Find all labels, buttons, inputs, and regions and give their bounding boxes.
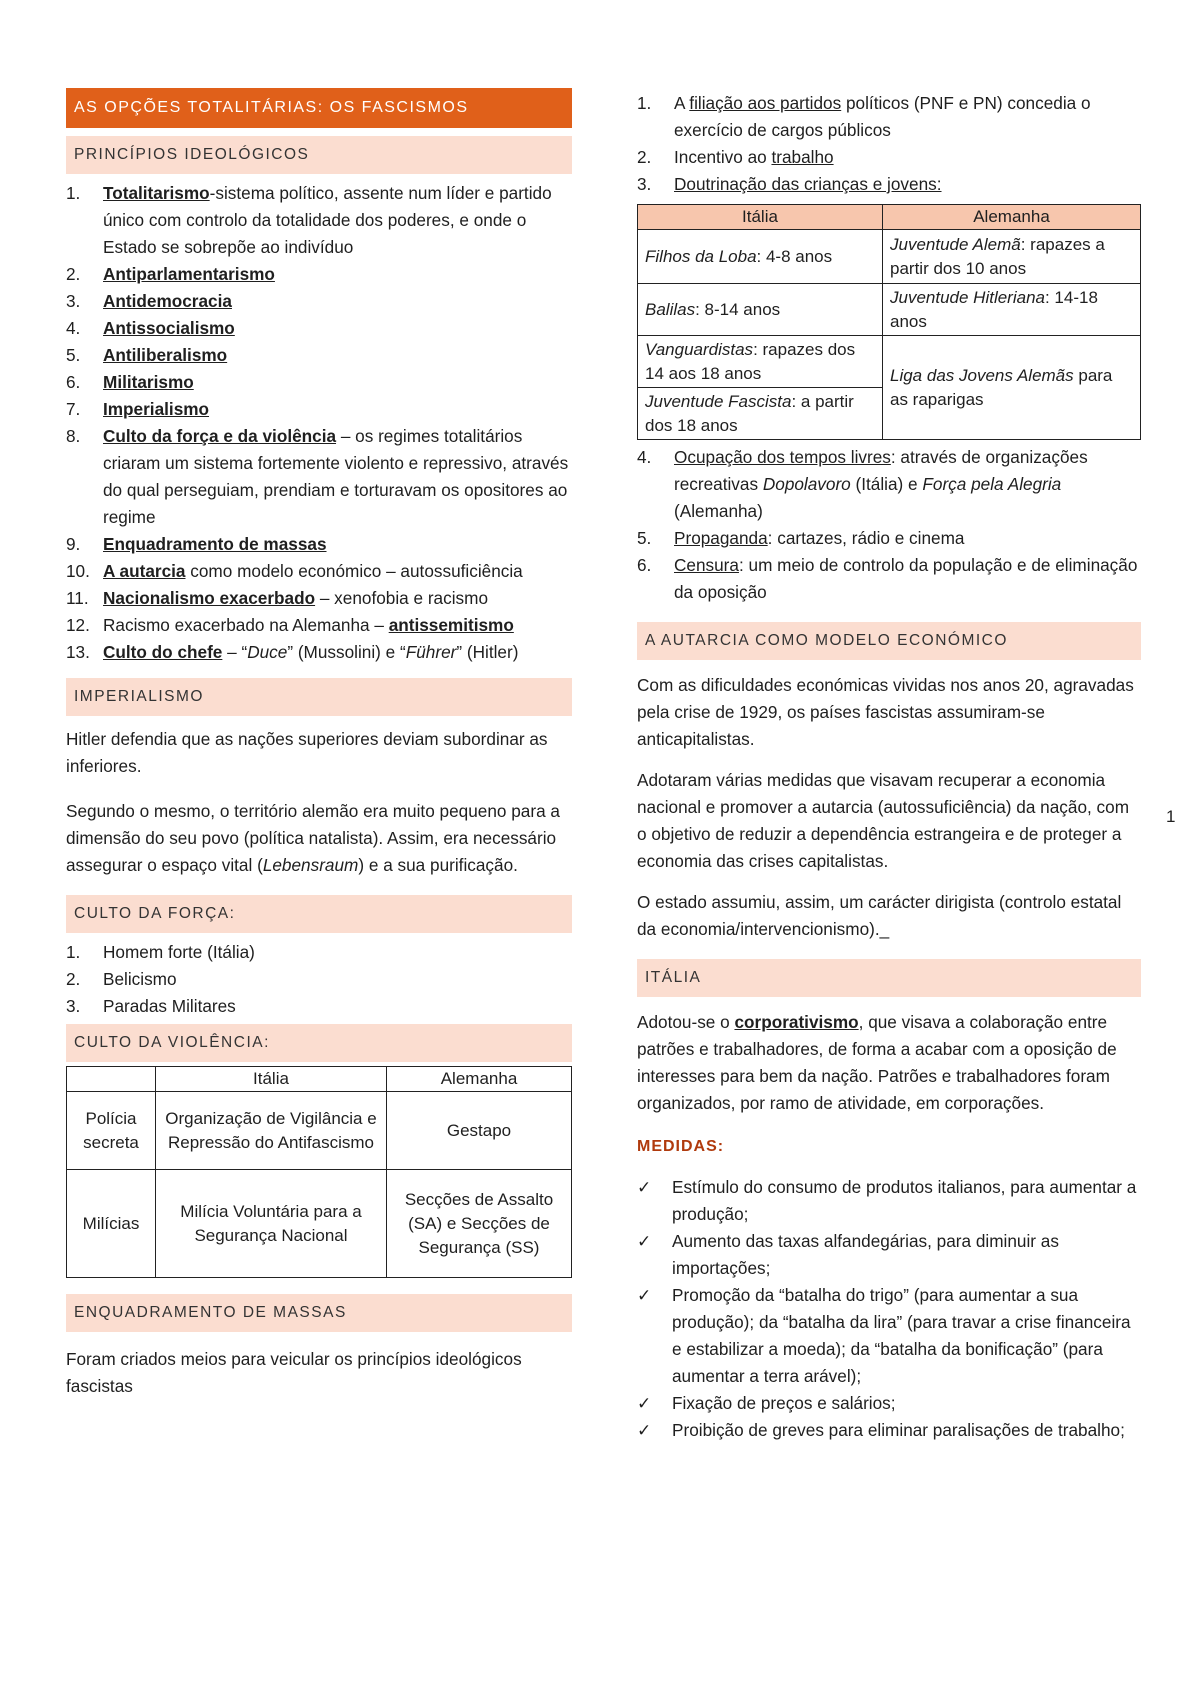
list-item bbox=[66, 612, 572, 639]
youth-organizations-table bbox=[637, 204, 1141, 440]
item-text: Racismo exacerbado na Alemanha – bbox=[103, 615, 389, 635]
table-cell bbox=[638, 336, 883, 388]
checkmark-icon: ✓ bbox=[637, 1394, 652, 1413]
org-name: Filhos da Loba bbox=[645, 246, 757, 266]
list-number: 8. bbox=[66, 426, 81, 446]
principios-list-cont bbox=[66, 612, 572, 666]
table-cell: Gestapo bbox=[387, 1092, 572, 1170]
list-item bbox=[637, 1390, 1141, 1417]
item-text: Aumento das taxas alfandegárias, para diminuir as importações; bbox=[672, 1231, 1059, 1278]
list-number: 5. bbox=[66, 345, 81, 365]
list-item bbox=[66, 261, 572, 288]
list-item bbox=[637, 1417, 1141, 1444]
list-item bbox=[637, 1174, 1141, 1228]
item-term: Antiparlamentarismo bbox=[103, 264, 275, 284]
item-term: Nacionalismo exacerbado bbox=[103, 588, 316, 608]
table-cell bbox=[883, 230, 1141, 284]
table-cell: Polícia secreta bbox=[67, 1092, 156, 1170]
item-term: Ocupação dos tempos livres bbox=[674, 447, 891, 467]
table-cell: Organização de Vigilância e Repressão do Antifascismo bbox=[156, 1092, 387, 1170]
italia-paragraph bbox=[637, 1009, 1141, 1117]
item-text: ” (Hitler) bbox=[456, 642, 519, 662]
table-row bbox=[638, 336, 1141, 388]
paragraph-text: Segundo o mesmo, o território alemão era muito pequeno para a dimensão do seu povo (política natalista). Assim, era necessário assegurar o espaço vital ( bbox=[66, 801, 560, 875]
culto-forca-list bbox=[66, 939, 572, 1020]
item-term: Doutrinação das crianças e jovens: bbox=[674, 174, 942, 194]
enquadramento-list bbox=[637, 90, 1141, 198]
item-term: antissemitismo bbox=[388, 615, 514, 635]
table-cell bbox=[883, 284, 1141, 336]
table-row bbox=[67, 1092, 572, 1170]
list-number: 1. bbox=[637, 93, 652, 113]
table-header-empty bbox=[67, 1067, 156, 1092]
list-item bbox=[66, 396, 572, 423]
item-italic: Força pela Alegria bbox=[922, 474, 1062, 494]
list-item bbox=[637, 1282, 1141, 1390]
list-number: 1. bbox=[66, 183, 81, 203]
item-text: – os regimes totalitários criaram um sistema fortemente violento e repressivo, através do qual perseguiam, prendiam e torturavam os opositores ao regime bbox=[103, 426, 569, 527]
org-ages: : 4-8 anos bbox=[756, 246, 833, 266]
item-text: Estímulo do consumo de produtos italianos, para aumentar a produção; bbox=[672, 1177, 1137, 1224]
section-header-imperialismo: IMPERIALISMO bbox=[66, 678, 572, 716]
list-item bbox=[66, 966, 572, 993]
table-cell bbox=[638, 388, 883, 440]
item-term: Culto da força e da violência bbox=[103, 426, 337, 446]
table-cell bbox=[883, 336, 1141, 440]
list-number: 12. bbox=[66, 615, 90, 635]
table-cell: Secções de Assalto (SA) e Secções de Segurança (SS) bbox=[387, 1170, 572, 1278]
imperialismo-paragraph-1: Hitler defendia que as nações superiores deviam subordinar as inferiores. bbox=[66, 729, 548, 776]
paragraph-text: ) e a sua purificação. bbox=[358, 855, 518, 875]
table-row bbox=[638, 230, 1141, 284]
list-item bbox=[66, 288, 572, 315]
paragraph-text: Adotou-se o bbox=[637, 1012, 735, 1032]
org-name: Vanguardistas bbox=[645, 339, 754, 359]
table-cell bbox=[638, 284, 883, 336]
item-text: ” (Mussolini) e “ bbox=[287, 642, 406, 662]
list-number: 5. bbox=[637, 528, 652, 548]
item-term: Antiliberalismo bbox=[103, 345, 228, 365]
section-header-italia: ITÁLIA bbox=[637, 959, 1141, 997]
checkmark-icon: ✓ bbox=[637, 1232, 652, 1251]
table-row bbox=[67, 1170, 572, 1278]
org-name: Liga das Jovens Alemãs bbox=[890, 365, 1074, 385]
item-text: Promoção da “batalha do trigo” (para aumentar a sua produção); da “batalha da lira” (para travar a crise financeira e estabilizar a moeda); da “batalha da bonificação” (para aumentar a terra arável); bbox=[672, 1285, 1131, 1386]
item-term: Antidemocracia bbox=[103, 291, 232, 311]
org-name: Juventude Alemã bbox=[890, 234, 1021, 254]
item-term: A autarcia bbox=[103, 561, 186, 581]
item-text: – xenofobia e racismo bbox=[315, 588, 489, 608]
list-item bbox=[66, 531, 572, 558]
item-term: trabalho bbox=[771, 147, 834, 167]
list-number: 4. bbox=[637, 447, 652, 467]
table-row bbox=[638, 284, 1141, 336]
org-ages: : rapazes dos 14 aos 18 anos bbox=[645, 339, 856, 383]
list-number: 2. bbox=[637, 147, 652, 167]
item-term: Antissocialismo bbox=[103, 318, 235, 338]
table-header-italia: Itália bbox=[156, 1067, 387, 1092]
table-header-alemanha: Alemanha bbox=[387, 1067, 572, 1092]
list-item bbox=[637, 90, 1141, 144]
list-number: 2. bbox=[66, 969, 81, 989]
item-text: Proibição de greves para eliminar paralisações de trabalho; bbox=[672, 1420, 1125, 1440]
item-term: filiação aos partidos bbox=[689, 93, 842, 113]
list-number: 6. bbox=[66, 372, 81, 392]
org-ages: : 14-18 anos bbox=[890, 287, 1098, 331]
item-text: Homem forte (Itália) bbox=[103, 942, 255, 962]
list-item bbox=[637, 144, 1141, 171]
checkmark-icon: ✓ bbox=[637, 1286, 652, 1305]
item-text: : um meio de controlo da população e de eliminação da oposição bbox=[674, 555, 1138, 602]
org-name: Juventude Fascista bbox=[645, 391, 792, 411]
section-header-culto-forca: CULTO DA FORÇA: bbox=[66, 895, 572, 933]
principios-list bbox=[66, 180, 572, 612]
table-cell: Milícia Voluntária para a Segurança Nacional bbox=[156, 1170, 387, 1278]
list-number: 2. bbox=[66, 264, 81, 284]
item-term: Propaganda bbox=[674, 528, 768, 548]
imperialismo-paragraph-2 bbox=[66, 798, 572, 879]
document-title: AS OPÇÕES TOTALITÁRIAS: OS FASCISMOS bbox=[66, 88, 572, 128]
item-text: como modelo económico – autossuficiência bbox=[185, 561, 523, 581]
enquadramento-list-cont bbox=[637, 444, 1141, 606]
list-item bbox=[66, 315, 572, 342]
org-ages: para as raparigas bbox=[890, 365, 1113, 409]
list-number: 9. bbox=[66, 534, 81, 554]
list-number: 7. bbox=[66, 399, 81, 419]
item-text: (Itália) e bbox=[850, 474, 923, 494]
list-number: 10. bbox=[66, 561, 90, 581]
list-item bbox=[66, 585, 572, 612]
item-text: : através de organizações recreativas bbox=[674, 447, 1088, 494]
list-item bbox=[66, 423, 572, 531]
list-number: 11. bbox=[66, 588, 89, 608]
list-item bbox=[637, 552, 1141, 606]
list-item bbox=[637, 1228, 1141, 1282]
section-header-principios: PRINCÍPIOS IDEOLÓGICOS bbox=[66, 136, 572, 174]
item-term: Militarismo bbox=[103, 372, 194, 392]
list-item bbox=[637, 525, 1141, 552]
table-cell bbox=[638, 230, 883, 284]
item-text: A bbox=[674, 93, 690, 113]
org-name: Juventude Hitleriana bbox=[890, 287, 1045, 307]
list-item bbox=[66, 369, 572, 396]
list-item bbox=[66, 939, 572, 966]
section-header-culto-violencia: CULTO DA VIOLÊNCIA: bbox=[66, 1024, 572, 1062]
org-ages: : rapazes a partir dos 10 anos bbox=[890, 234, 1105, 278]
item-term: Culto do chefe bbox=[103, 642, 223, 662]
item-text: – “ bbox=[222, 642, 248, 662]
item-italic: Duce bbox=[247, 642, 288, 662]
paragraph-italic: Lebensraum bbox=[262, 855, 359, 875]
list-item bbox=[66, 180, 572, 261]
autarcia-paragraph-2: Adotaram várias medidas que visavam recuperar a economia nacional e promover a autarcia (autossuficiência) da nação, com o objetivo de reduzir a dependência estrangeira e de proteger a economia das crises capitalistas. bbox=[637, 770, 1130, 871]
item-term: Imperialismo bbox=[103, 399, 210, 419]
section-header-autarcia: A AUTARCIA COMO MODELO ECONÓMICO bbox=[637, 622, 1141, 660]
checkmark-icon: ✓ bbox=[637, 1178, 652, 1197]
list-item bbox=[637, 444, 1141, 525]
table-header-alemanha: Alemanha bbox=[883, 205, 1141, 230]
left-column bbox=[66, 88, 572, 1400]
violencia-table bbox=[66, 1066, 572, 1278]
medidas-label: MEDIDAS: bbox=[637, 1138, 725, 1155]
item-text: Paradas Militares bbox=[103, 996, 236, 1016]
list-item bbox=[66, 558, 572, 585]
item-text: políticos (PNF e PN) concedia o exercício de cargos públicos bbox=[674, 93, 1091, 140]
checkmark-icon: ✓ bbox=[637, 1421, 652, 1440]
list-number: 3. bbox=[66, 996, 81, 1016]
item-italic: Dopolavoro bbox=[762, 474, 851, 494]
list-item bbox=[66, 639, 572, 666]
org-name: Balilas bbox=[645, 299, 696, 319]
medidas-list bbox=[637, 1174, 1141, 1444]
list-item bbox=[66, 993, 572, 1020]
item-text: (Alemanha) bbox=[674, 501, 763, 521]
item-term: Censura bbox=[674, 555, 739, 575]
item-text: Belicismo bbox=[103, 969, 177, 989]
right-column bbox=[637, 86, 1141, 1444]
item-text: : cartazes, rádio e cinema bbox=[767, 528, 965, 548]
section-header-enquadramento: ENQUADRAMENTO DE MASSAS bbox=[66, 1294, 572, 1332]
table-cell: Milícias bbox=[67, 1170, 156, 1278]
org-ages: : a partir dos 18 anos bbox=[645, 391, 854, 435]
list-number: 13. bbox=[66, 642, 90, 662]
item-text: Incentivo ao bbox=[674, 147, 772, 167]
list-item bbox=[637, 171, 1141, 198]
list-item bbox=[66, 342, 572, 369]
list-number: 6. bbox=[637, 555, 652, 575]
table-header-italia: Itália bbox=[638, 205, 883, 230]
paragraph-text: , que visava a colaboração entre patrões e trabalhadores, de forma a acabar com a oposição de interesses para bem da nação. Patrões e trabalhadores foram organizados, por ramo de atividade, em corporações. bbox=[637, 1012, 1117, 1113]
item-term: Enquadramento de massas bbox=[103, 534, 327, 554]
page-number: 1 bbox=[1166, 807, 1176, 826]
autarcia-paragraph-1: Com as dificuldades económicas vividas nos anos 20, agravadas pela crise de 1929, os países fascistas assumiram-se anticapitalistas. bbox=[637, 675, 1134, 749]
autarcia-paragraph-3: O estado assumiu, assim, um carácter dirigista (controlo estatal da economia/intervencionismo)._ bbox=[637, 892, 1122, 939]
list-number: 4. bbox=[66, 318, 81, 338]
list-number: 3. bbox=[637, 174, 652, 194]
item-italic: Führer bbox=[405, 642, 457, 662]
item-text: -sistema político, assente num líder e partido único com controlo da totalidade dos poderes, e onde o Estado se sobrepõe ao indivíduo bbox=[103, 183, 552, 257]
list-number: 3. bbox=[66, 291, 81, 311]
paragraph-term: corporativismo bbox=[734, 1012, 859, 1032]
org-ages: : 8-14 anos bbox=[695, 299, 781, 319]
list-number: 1. bbox=[66, 942, 81, 962]
item-text: Fixação de preços e salários; bbox=[672, 1393, 896, 1413]
item-term: Totalitarismo bbox=[103, 183, 210, 203]
enquadramento-paragraph: Foram criados meios para veicular os princípios ideológicos fascistas bbox=[66, 1349, 522, 1396]
